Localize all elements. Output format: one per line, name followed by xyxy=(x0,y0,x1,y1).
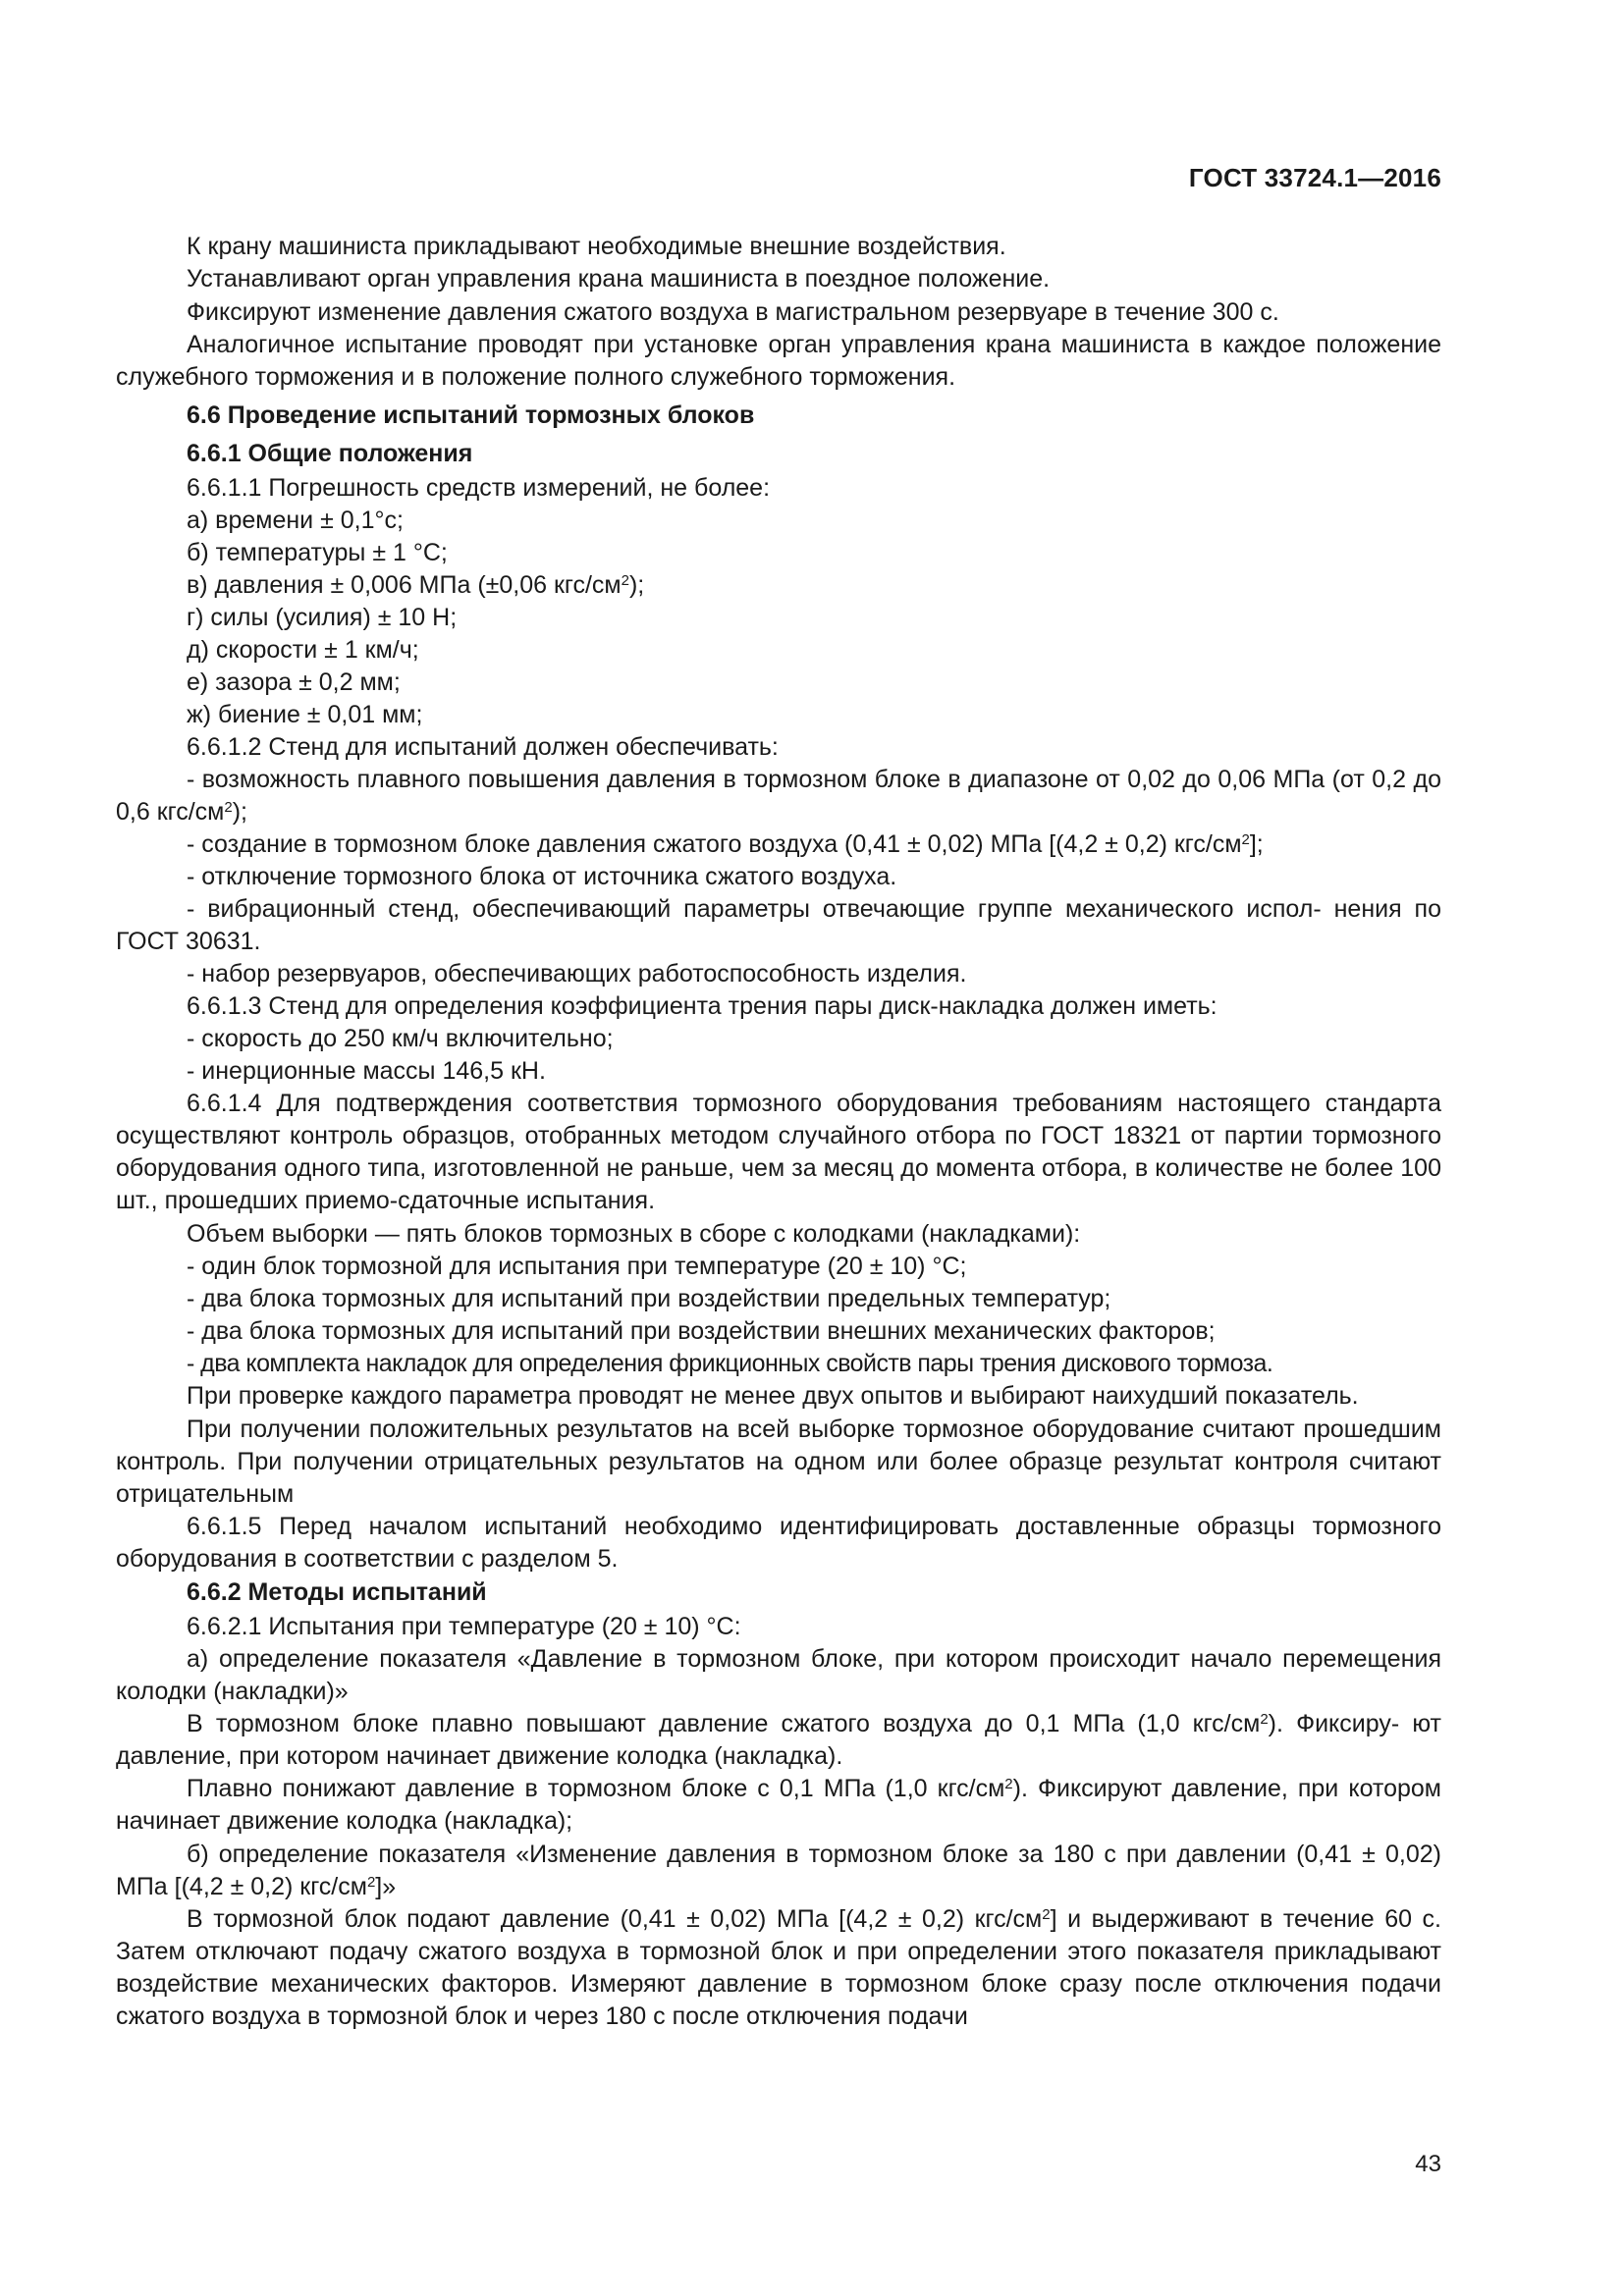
paragraph: В тормозной блок подают давление (0,41 ± 0,02) МПа [(4,2 ± 0,2) кгс/$см^2$] и выдерживают в течение 60 с. Затем отключают подачу сжатого воздуха в тормозной блок и при определении этого показателя прикладывают воздействие механических факторов. Измеряют давление в тормозном блоке сразу после отключения подачи сжатого воздуха в тормозной блок и через 180 с после отключения подачи xyxy=(116,1905,1441,2031)
section-heading-6-6-1: 6.6.1 Общие положения xyxy=(187,440,473,468)
paragraph: б) определение показателя «Изменение давления в тормозном блоке за 180 с при давлении (0,41 ± 0,02) МПа [(4,2 ± 0,2) кгс/$см^2$]» xyxy=(116,1840,1441,1900)
paragraph: К крану машиниста прикладывают необходимые внешние воздействия. xyxy=(187,233,1006,260)
list-item: - два блока тормозных для испытаний при воздействии предельных температур; xyxy=(187,1285,1111,1313)
list-item: - набор резервуаров, обеспечивающих работоспособность изделия. xyxy=(187,960,967,988)
list-item: - вибрационный стенд, обеспечивающий параметры отвечающие группе механического испол- нения по ГОСТ 30631. xyxy=(116,895,1441,956)
list-item: е) зазора ± 0,2 мм; xyxy=(187,668,401,697)
list-item: - скорость до 250 км/ч включительно; xyxy=(187,1025,614,1053)
paragraph: 6.6.1.5 Перед началом испытаний необходимо идентифицировать доставленные образцы тормозного оборудования в соответствии с разделом 5. xyxy=(116,1513,1441,1574)
list-item: б) температуры ± 1 °С; xyxy=(187,539,448,567)
page-number: 43 xyxy=(1415,2151,1441,2177)
paragraph: Аналогичное испытание проводят при установке орган управления крана машиниста в каждое положение служебного торможения и в положение полного служебного торможения. xyxy=(116,331,1441,392)
document-header: ГОСТ 33724.1—2016 xyxy=(1188,163,1441,192)
paragraph: Плавно понижают давление в тормозном блоке с 0,1 МПа (1,0 кгс/$см^2$). Фиксируют давление, при котором начинает движение колодка (накладка); xyxy=(116,1775,1441,1836)
document-body xyxy=(116,231,1441,2034)
paragraph: 6.6.2.1 Испытания при температуре (20 ± 10) °С: xyxy=(187,1612,741,1640)
list-item: - отключение тормозного блока от источника сжатого воздуха. xyxy=(187,863,897,891)
paragraph: В тормозном блоке плавно повышают давление сжатого воздуха до 0,1 МПа (1,0 кгс/$см^2$). Фиксиру- ют давление, при котором начинает движение колодка (накладка). xyxy=(116,1709,1441,1770)
list-item: д) скорости ± 1 км/ч; xyxy=(187,636,419,665)
list-item: ж) биение ± 0,01 мм; xyxy=(187,701,423,729)
list-item: г) силы (усилия) ± 10 Н; xyxy=(187,604,458,632)
list-item: - возможность плавного повышения давления в тормозном блоке в диапазоне от 0,02 до 0,06 МПа (от 0,2 до 0,6 кгс/$см^2$); xyxy=(116,766,1441,827)
paragraph: Объем выборки — пять блоков тормозных в сборе с колодками (накладками): xyxy=(187,1219,1081,1248)
list-item: - один блок тормозной для испытания при температуре (20 ± 10) °С; xyxy=(187,1253,967,1281)
section-heading-6-6-2: 6.6.2 Методы испытаний xyxy=(187,1577,487,1606)
paragraph: При получении положительных результатов на всей выборке тормозное оборудование считают прошедшим контроль. При получении отрицательных результатов на одном или более образце результат контроля считают отрицательным xyxy=(116,1415,1441,1508)
paragraph: Устанавливают орган управления крана машиниста в поездное положение. xyxy=(187,265,1051,294)
paragraph: 6.6.1.2 Стенд для испытаний должен обеспечивать: xyxy=(187,733,779,762)
list-item: - создание в тормозном блоке давления сжатого воздуха (0,41 ± 0,02) МПа [(4,2 ± 0,2) кгс/$см^2$]; xyxy=(187,830,1264,859)
list-item: - два комплекта накладок для определения фрикционных свойств пары трения дискового тормоза. xyxy=(187,1350,1273,1378)
list-item: а) времени ± 0,1°с; xyxy=(187,507,404,535)
paragraph: 6.6.1.1 Погрешность средств измерений, не более: xyxy=(187,474,771,503)
paragraph: Фиксируют изменение давления сжатого воздуха в магистральном резервуаре в течение 300 с. xyxy=(187,297,1279,326)
section-heading-6-6: 6.6 Проведение испытаний тормозных блоков xyxy=(187,401,755,430)
paragraph: При проверке каждого параметра проводят не менее двух опытов и выбирают наихудший показатель. xyxy=(187,1382,1359,1411)
list-item: - инерционные массы 146,5 кН. xyxy=(187,1057,546,1086)
list-item: - два блока тормозных для испытаний при воздействии внешних механических факторов; xyxy=(187,1317,1216,1346)
list-item: в) давления ± 0,006 МПа (±0,06 кгс/$см^2$); xyxy=(187,571,645,600)
paragraph: а) определение показателя «Давление в тормозном блоке, при котором происходит начало перемещения колодки (накладки)» xyxy=(116,1644,1441,1705)
paragraph: 6.6.1.4 Для подтверждения соответствия тормозного оборудования требованиям настоящего стандарта осуществляют контроль образцов, отобранных методом случайного отбора по ГОСТ 18321 от партии тормозного оборудования одного типа, изготовленной не раньше, чем за месяц до момента отбора, в количестве не более 100 шт., прошедших приемо-сдаточные испытания. xyxy=(116,1090,1441,1215)
paragraph: 6.6.1.3 Стенд для определения коэффициента трения пары диск-накладка должен иметь: xyxy=(187,992,1217,1021)
